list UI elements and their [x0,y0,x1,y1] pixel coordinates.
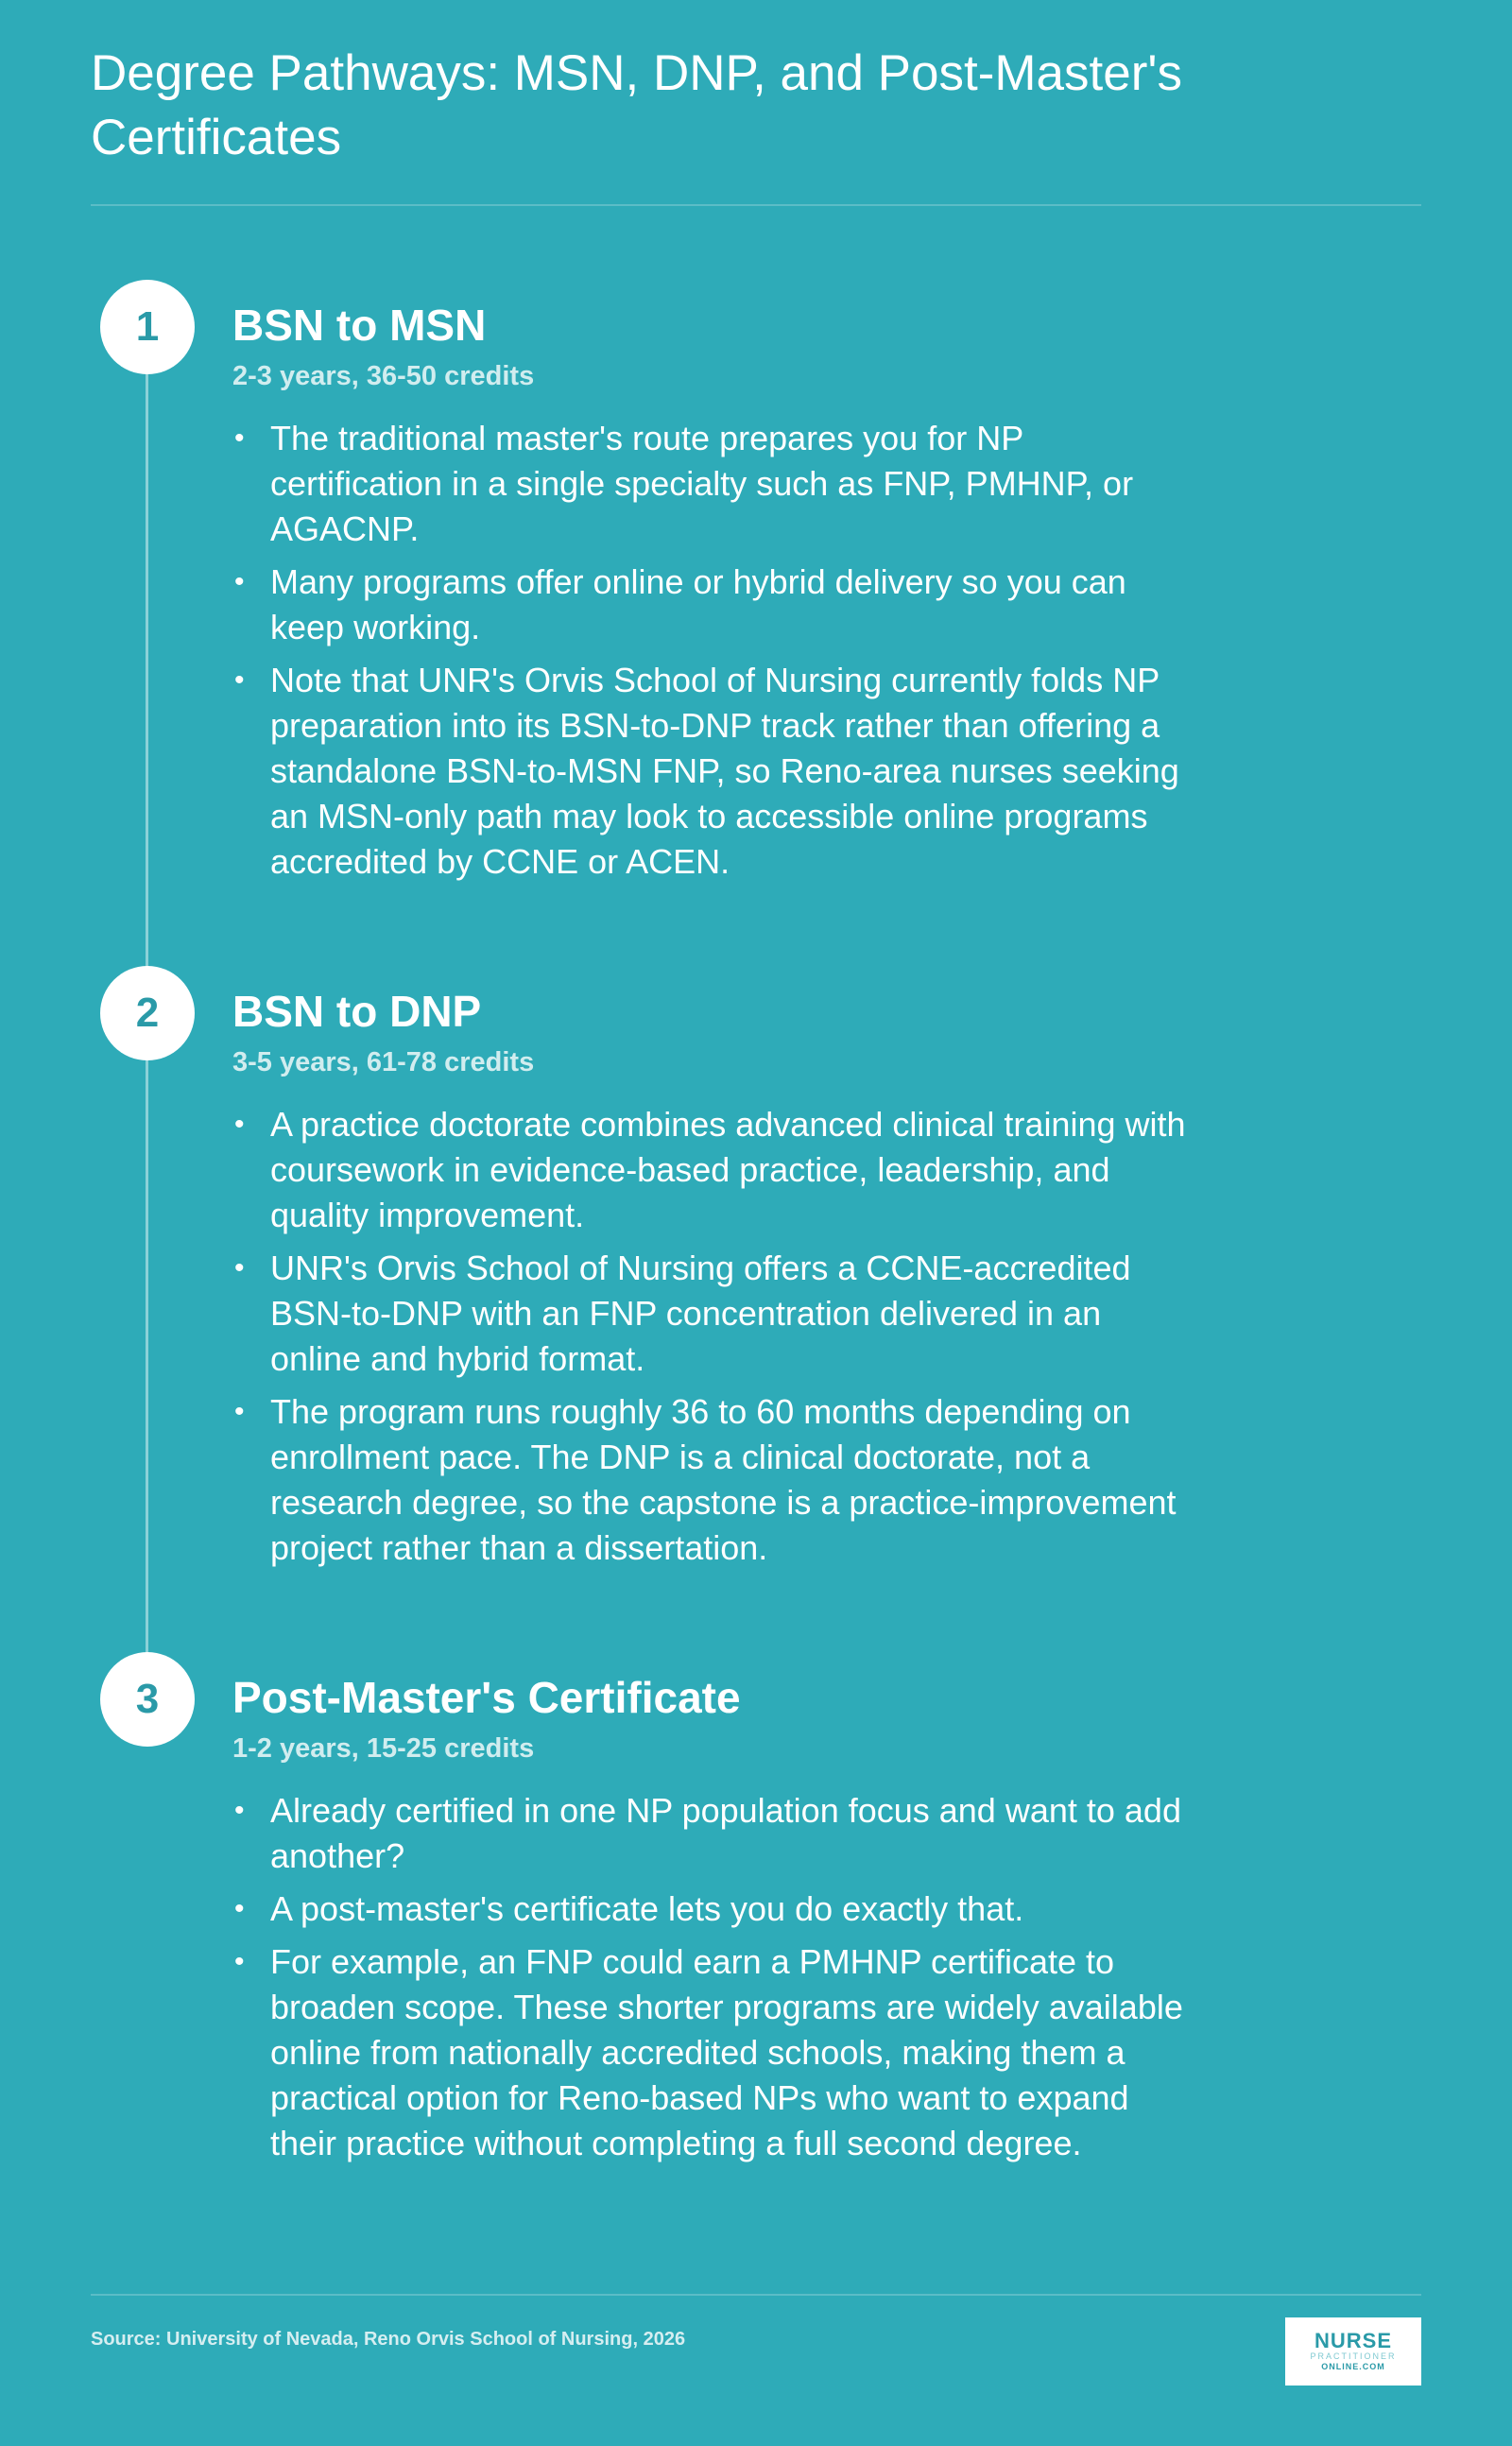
bullet-text: The traditional master's route prepares you for NP certification in a single specialty such as FNP, PMHNP, or AGACNP. [270,419,1134,548]
step-duration-credits: 2-3 years, 36-50 credits [232,361,535,391]
bullet-icon: • [234,422,245,454]
step-bullet-list [232,1788,1196,2166]
page-title: Degree Pathways: MSN, DNP, and Post-Master's Certificates [91,45,1182,165]
bullet-text: For example, an FNP could earn a PMHNP certificate to broaden scope. These shorter programs are widely available online from nationally accredited schools, making them a practical option for Reno-based NPs who want to expand their practice without completing a full second degree. [270,1942,1183,2162]
logo-line-nurse: NURSE [1314,2329,1392,2352]
source-note: Source: University of Nevada, Reno Orvis School of Nursing, 2026 [91,2329,686,2350]
bullet-item [232,1102,1196,1238]
bullet-text: A post-master's certificate lets you do exactly that. [270,1889,1024,1928]
bullet-icon: • [234,1946,245,1977]
step-number-badge: 2 [100,966,195,1060]
bullet-item [232,1939,1196,2166]
step-number-badge: 1 [100,280,195,374]
logo-line-online: ONLINE.COM [1321,2362,1385,2371]
step-bullet-list [232,416,1196,885]
bullet-text: UNR's Orvis School of Nursing offers a CCNE-accredited BSN-to-DNP with an FNP concentration delivered in an online and hybrid format. [270,1249,1131,1378]
nurse-practitioner-online-logo[interactable] [1285,2317,1421,2386]
bullet-item [232,1389,1196,1571]
logo-line-practitioner: PRACTITIONER [1310,2351,1397,2361]
step-duration-credits: 1-2 years, 15-25 credits [232,1733,535,1764]
step-bullet-list [232,1102,1196,1571]
bullet-icon: • [234,1252,245,1283]
step-number-badge: 3 [100,1652,195,1747]
step-title: BSN to DNP [232,987,482,1036]
bullet-text: A practice doctorate combines advanced clinical training with coursework in evidence-based practice, leadership, and quality improvement. [270,1105,1186,1234]
bullet-item [232,658,1196,885]
bullet-text: Many programs offer online or hybrid delivery so you can keep working. [270,562,1126,646]
footer-divider [91,2294,1421,2296]
bullet-icon: • [234,1396,245,1427]
bullet-item [232,1246,1196,1382]
header-divider [91,204,1421,206]
step-duration-credits: 3-5 years, 61-78 credits [232,1047,535,1077]
bullet-icon: • [234,664,245,696]
bullet-item [232,560,1196,650]
bullet-icon: • [234,1109,245,1140]
bullet-text: Already certified in one NP population focus and want to add another? [270,1791,1181,1875]
bullet-icon: • [234,1893,245,1924]
bullet-icon: • [234,1795,245,1826]
step-title: Post-Master's Certificate [232,1673,741,1722]
bullet-item [232,1886,1196,1932]
bullet-text: Note that UNR's Orvis School of Nursing currently folds NP preparation into its BSN-to-DNP track rather than offering a standalone BSN-to-MSN FNP, so Reno-area nurses seeking an MSN-only path may look to accessible online programs accredited by CCNE or ACEN. [270,661,1179,881]
step-title: BSN to MSN [232,301,487,350]
bullet-icon: • [234,566,245,597]
bullet-item [232,416,1196,552]
bullet-item [232,1788,1196,1879]
bullet-text: The program runs roughly 36 to 60 months depending on enrollment pace. The DNP is a clinical doctorate, not a research degree, so the capstone is a practice-improvement project rather than a dissertation. [270,1392,1177,1567]
